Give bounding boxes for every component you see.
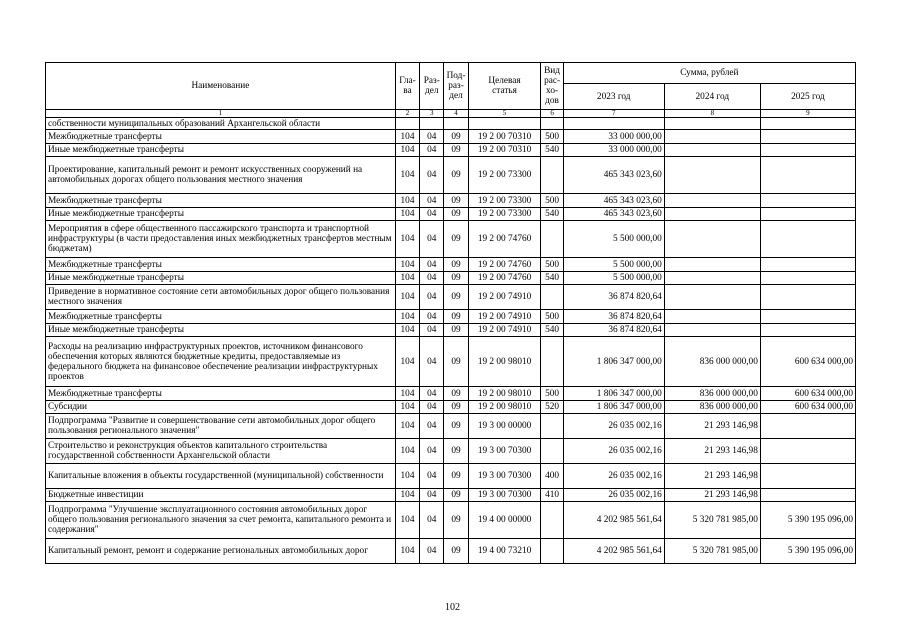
row-target: 19 2 00 74910 [468,310,541,324]
row-2025 [760,144,855,157]
row-section: 04 [420,337,444,387]
row-name: Иные межбюджетные трансферты [46,324,396,337]
row-chapter: 104 [395,439,419,464]
row-2025 [760,208,855,221]
row-name: Капитальный ремонт, ремонт и содержание региональных автомобильных дорог [46,539,396,564]
row-2023 [563,118,664,130]
row-2023: 465 343 023,60 [563,194,664,208]
row-subsection [444,118,468,130]
row-section: 04 [420,539,444,564]
row-name: Межбюджетные трансферты [46,258,396,272]
row-section: 04 [420,324,444,337]
row-section: 04 [420,208,444,221]
row-target: 19 2 00 70310 [468,130,541,144]
row-name: Бюджетные инвестиции [46,489,396,502]
table-header [46,63,856,118]
row-chapter: 104 [395,387,419,401]
row-subsection: 09 [444,272,468,285]
row-section: 04 [420,502,444,539]
col-chapter-header: Гла- ва [395,63,419,110]
row-2024 [664,144,760,157]
row-chapter: 104 [395,324,419,337]
row-section [420,118,444,130]
table-row [46,414,856,439]
row-2023: 26 035 002,16 [563,414,664,439]
column-number: 3 [420,110,444,118]
row-section: 04 [420,285,444,310]
row-exptype: 500 [541,130,563,144]
row-section: 04 [420,258,444,272]
row-subsection: 09 [444,539,468,564]
row-chapter: 104 [395,401,419,414]
row-2024 [664,130,760,144]
row-2023: 1 806 347 000,00 [563,387,664,401]
row-chapter: 104 [395,285,419,310]
row-2025 [760,194,855,208]
row-target: 19 2 00 98010 [468,401,541,414]
row-name: Субсидии [46,401,396,414]
table-row [46,144,856,157]
row-chapter: 104 [395,414,419,439]
row-chapter: 104 [395,337,419,387]
row-target: 19 2 00 74760 [468,272,541,285]
row-target: 19 3 00 70300 [468,489,541,502]
row-subsection: 09 [444,324,468,337]
col-2025-header: 2025 год [760,84,855,110]
row-subsection: 09 [444,208,468,221]
row-2023: 465 343 023,60 [563,208,664,221]
row-chapter: 104 [395,272,419,285]
row-chapter: 104 [395,310,419,324]
table-row [46,489,856,502]
row-2023: 33 000 000,00 [563,130,664,144]
row-chapter: 104 [395,258,419,272]
row-2025 [760,221,855,258]
row-2023: 5 500 000,00 [563,221,664,258]
table-row [46,157,856,194]
row-2024: 21 293 146,98 [664,439,760,464]
row-target: 19 2 00 74760 [468,258,541,272]
row-2023: 5 500 000,00 [563,272,664,285]
row-2024 [664,310,760,324]
row-subsection: 09 [444,285,468,310]
table-row [46,310,856,324]
row-2024 [664,272,760,285]
row-target: 19 2 00 74760 [468,221,541,258]
row-name: Расходы на реализацию инфраструктурных проектов, источником финансового обеспечения которых являются бюджетные кредиты, предоставляемые из федерального бюджета на финансовое обеспечение реализации инфраструктурных проектов [46,337,396,387]
row-name: Иные межбюджетные трансферты [46,208,396,221]
row-2023: 33 000 000,00 [563,144,664,157]
page-number: 102 [445,602,460,613]
row-section: 04 [420,387,444,401]
row-name: собственности муниципальных образований Архангельской области [46,118,396,130]
row-chapter: 104 [395,502,419,539]
row-chapter: 104 [395,489,419,502]
column-numbers-row [46,110,856,118]
row-target: 19 2 00 73300 [468,194,541,208]
column-number: 6 [541,110,563,118]
row-subsection: 09 [444,414,468,439]
col-section-header: Раз- дел [420,63,444,110]
col-2023-header: 2023 год [563,84,664,110]
row-2024 [664,258,760,272]
table-row [46,387,856,401]
row-chapter [395,118,419,130]
row-section: 04 [420,272,444,285]
row-2025 [760,130,855,144]
row-chapter: 104 [395,144,419,157]
row-2024: 836 000 000,00 [664,337,760,387]
row-chapter: 104 [395,208,419,221]
row-chapter: 104 [395,130,419,144]
row-target: 19 2 00 98010 [468,337,541,387]
row-target: 19 2 00 73300 [468,208,541,221]
table-row [46,272,856,285]
row-exptype [541,285,563,310]
row-2024 [664,285,760,310]
row-name: Межбюджетные трансферты [46,194,396,208]
row-2024: 21 293 146,98 [664,464,760,489]
row-2023: 5 500 000,00 [563,258,664,272]
row-exptype [541,157,563,194]
row-section: 04 [420,439,444,464]
row-2025 [760,258,855,272]
row-name: Межбюджетные трансферты [46,310,396,324]
row-2023: 26 035 002,16 [563,439,664,464]
table-row [46,194,856,208]
row-2024: 5 320 781 985,00 [664,539,760,564]
row-exptype [541,502,563,539]
column-number: 5 [468,110,541,118]
row-exptype [541,414,563,439]
row-target: 19 2 00 74910 [468,324,541,337]
row-exptype: 540 [541,272,563,285]
row-section: 04 [420,144,444,157]
row-subsection: 09 [444,401,468,414]
row-target: 19 3 00 70300 [468,464,541,489]
column-number: 2 [395,110,419,118]
table-row [46,539,856,564]
row-exptype: 500 [541,310,563,324]
row-chapter: 104 [395,194,419,208]
row-name: Подпрограмма "Улучшение эксплуатационного состояния автомобильных дорог общего пользования регионального значения за счет ремонта, капитального ремонта и содержания" [46,502,396,539]
row-target: 19 2 00 74910 [468,285,541,310]
row-exptype [541,539,563,564]
column-number: 1 [46,110,396,118]
row-section: 04 [420,401,444,414]
row-2025: 600 634 000,00 [760,387,855,401]
row-name: Межбюджетные трансферты [46,130,396,144]
row-subsection: 09 [444,489,468,502]
table-row [46,439,856,464]
row-2025 [760,157,855,194]
row-subsection: 09 [444,194,468,208]
row-exptype: 540 [541,208,563,221]
row-name: Проектирование, капитальный ремонт и ремонт искусственных сооружений на автомобильных дорогах общего пользования местного значения [46,157,396,194]
row-subsection: 09 [444,502,468,539]
row-2025 [760,324,855,337]
row-2024 [664,324,760,337]
row-exptype: 410 [541,489,563,502]
row-2025 [760,414,855,439]
row-target: 19 4 00 00000 [468,502,541,539]
column-number: 9 [760,110,855,118]
row-name: Иные межбюджетные трансферты [46,144,396,157]
row-2025: 600 634 000,00 [760,401,855,414]
row-name: Приведение в нормативное состояние сети автомобильных дорог общего пользования местного значения [46,285,396,310]
table-row [46,464,856,489]
row-2024: 836 000 000,00 [664,401,760,414]
row-exptype [541,118,563,130]
row-target: 19 2 00 73300 [468,157,541,194]
row-exptype: 540 [541,324,563,337]
table-row [46,208,856,221]
table-row [46,258,856,272]
row-name: Межбюджетные трансферты [46,387,396,401]
row-exptype: 400 [541,464,563,489]
row-2023: 4 202 985 561,64 [563,539,664,564]
col-exptype-header: Вид рас- хо- дов [541,63,563,110]
row-2023: 36 874 820,64 [563,310,664,324]
table-row [46,285,856,310]
col-subsection-header: Под- раз- дел [444,63,468,110]
row-name: Подпрограмма "Развитие и совершенствование сети автомобильных дорог общего пользования регионального значения" [46,414,396,439]
row-name: Иные межбюджетные трансферты [46,272,396,285]
row-exptype: 520 [541,401,563,414]
row-target: 19 3 00 00000 [468,414,541,439]
row-subsection: 09 [444,157,468,194]
row-target: 19 2 00 98010 [468,387,541,401]
row-2025 [760,285,855,310]
row-section: 04 [420,310,444,324]
row-2023: 36 874 820,64 [563,324,664,337]
row-2024: 5 320 781 985,00 [664,502,760,539]
col-2024-header: 2024 год [664,84,760,110]
row-2025: 5 390 195 096,00 [760,539,855,564]
row-subsection: 09 [444,439,468,464]
row-section: 04 [420,157,444,194]
row-2025: 600 634 000,00 [760,337,855,387]
col-sum-header: Сумма, рублей [563,63,855,84]
table-body [46,118,856,564]
row-section: 04 [420,489,444,502]
row-section: 04 [420,194,444,208]
row-target [468,118,541,130]
row-target: 19 4 00 73210 [468,539,541,564]
row-2024 [664,194,760,208]
row-target: 19 3 00 70300 [468,439,541,464]
row-subsection: 09 [444,464,468,489]
row-2025 [760,464,855,489]
row-name: Капитальные вложения в объекты государственной (муниципальной) собственности [46,464,396,489]
table-row [46,221,856,258]
row-section: 04 [420,130,444,144]
row-subsection: 09 [444,310,468,324]
budget-table [45,62,856,564]
table-row [46,337,856,387]
row-2025 [760,118,855,130]
row-exptype [541,439,563,464]
row-section: 04 [420,414,444,439]
row-2024 [664,118,760,130]
row-2023: 26 035 002,16 [563,489,664,502]
row-chapter: 104 [395,539,419,564]
column-number: 4 [444,110,468,118]
row-exptype [541,221,563,258]
row-chapter: 104 [395,157,419,194]
row-subsection: 09 [444,387,468,401]
table-row [46,118,856,130]
row-chapter: 104 [395,464,419,489]
row-name: Мероприятия в сфере общественного пассажирского транспорта и транспортной инфраструктуры (в части предоставления иных межбюджетных трансфертов местным бюджетам) [46,221,396,258]
row-target: 19 2 00 70310 [468,144,541,157]
row-2023: 465 343 023,60 [563,157,664,194]
row-2023: 36 874 820,64 [563,285,664,310]
col-target-header: Целевая статья [468,63,541,110]
row-2023: 4 202 985 561,64 [563,502,664,539]
row-2025 [760,439,855,464]
row-subsection: 09 [444,130,468,144]
row-exptype: 500 [541,258,563,272]
row-2023: 26 035 002,16 [563,464,664,489]
column-number: 8 [664,110,760,118]
row-exptype [541,337,563,387]
row-2025 [760,272,855,285]
row-2023: 1 806 347 000,00 [563,401,664,414]
row-2023: 1 806 347 000,00 [563,337,664,387]
table-row [46,502,856,539]
table-row [46,401,856,414]
row-subsection: 09 [444,144,468,157]
row-2024 [664,208,760,221]
row-2024: 21 293 146,98 [664,414,760,439]
row-2024 [664,221,760,258]
table-row [46,130,856,144]
row-exptype: 500 [541,387,563,401]
table-row [46,324,856,337]
row-subsection: 09 [444,337,468,387]
row-name: Строительство и реконструкция объектов капитального строительства государственной собственности Архангельской области [46,439,396,464]
row-2024: 836 000 000,00 [664,387,760,401]
row-section: 04 [420,464,444,489]
row-2025: 5 390 195 096,00 [760,502,855,539]
column-number: 7 [563,110,664,118]
row-2025 [760,310,855,324]
row-2024: 21 293 146,98 [664,489,760,502]
row-2025 [760,489,855,502]
row-exptype: 540 [541,144,563,157]
row-chapter: 104 [395,221,419,258]
row-exptype: 500 [541,194,563,208]
row-subsection: 09 [444,258,468,272]
row-subsection: 09 [444,221,468,258]
row-section: 04 [420,221,444,258]
row-2024 [664,157,760,194]
col-name-header: Наименование [46,63,396,110]
